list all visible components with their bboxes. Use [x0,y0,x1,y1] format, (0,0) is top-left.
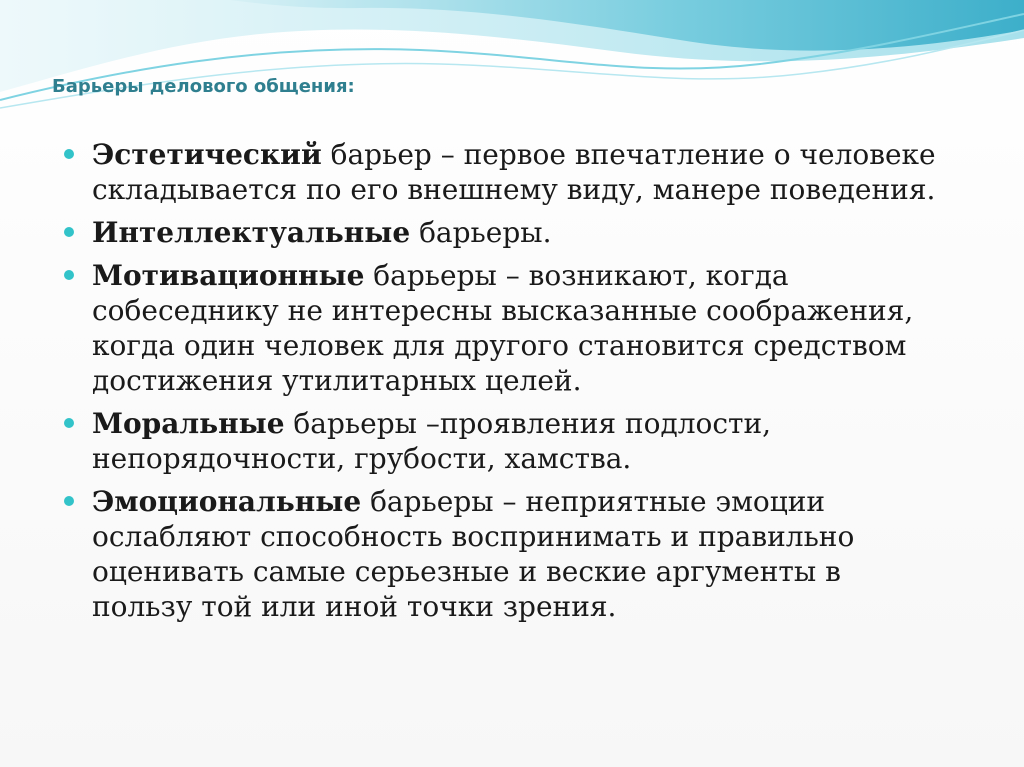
bullet-term: Эмоциональные [92,485,362,518]
bullet-line: непорядочности, грубости, хамства. [92,442,632,475]
bullet-line [92,215,964,250]
barriers-list [64,137,964,632]
bullet-dot [64,496,74,506]
bullet-term: Мотивационные [92,259,365,292]
bullet-moral-barrier [64,406,964,476]
bullet-term: Эстетический [92,138,322,171]
bullet-text: барьер – первое впечатление о человеке [321,138,936,171]
bullet-line [92,258,964,293]
bullet-emotional-barrier [64,484,964,624]
bullet-line: оценивать самые серьезные и веские аргументы в [92,555,841,588]
bullet-line: складывается по его внешнему виду, манере поведения. [92,173,936,206]
bullet-intellectual-barrier [64,215,964,250]
bullet-aesthetic-barrier [64,137,964,207]
bullet-text: барьеры. [410,216,552,249]
bullet-text: барьеры – возникают, когда [364,259,789,292]
bullet-line: достижения утилитарных целей. [92,364,582,397]
bullet-line [92,406,964,441]
bullet-line: пользу той или иной точки зрения. [92,590,617,623]
bullet-term: Интеллектуальные [92,216,411,249]
bullet-line: ослабляют способность воспринимать и правильно [92,520,855,553]
bullet-motivational-barrier [64,258,964,398]
bullet-term: Моральные [92,407,285,440]
bullet-dot [64,149,74,159]
slide-title: Барьеры делового общения: [52,76,355,97]
bullet-text: барьеры –проявления подлости, [284,407,772,440]
wave-decoration [0,0,1024,120]
bullet-line: собеседнику не интересны высказанные соображения, [92,294,914,327]
bullet-line: когда один человек для другого становится средством [92,329,907,362]
bullet-dot [64,418,74,428]
bullet-dot [64,227,74,237]
bullet-line [92,137,964,172]
bullet-text: барьеры – неприятные эмоции [361,485,826,518]
bullet-dot [64,270,74,280]
bullet-line [92,484,964,519]
